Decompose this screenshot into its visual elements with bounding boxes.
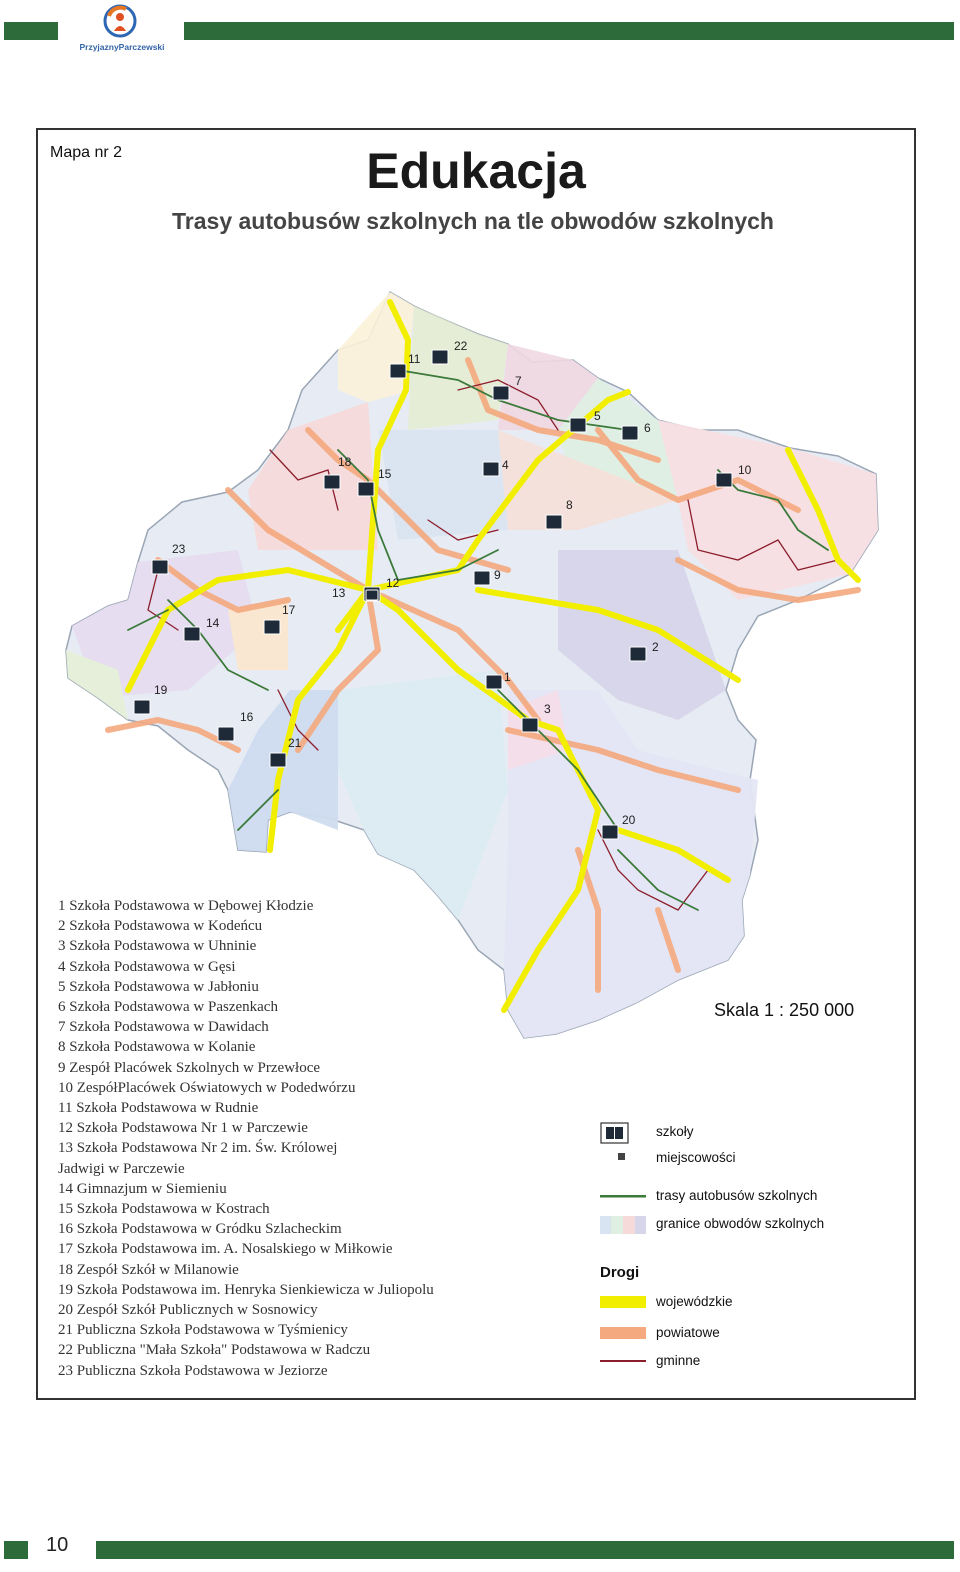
school-icon bbox=[546, 515, 562, 529]
municipal-road-line-icon bbox=[600, 1359, 646, 1363]
header-band-right bbox=[184, 22, 954, 40]
school-number-2: 2 bbox=[652, 640, 659, 654]
legend-localities bbox=[598, 1148, 898, 1168]
legend-school-districts bbox=[598, 1214, 898, 1234]
map-number-label: Mapa nr 2 bbox=[50, 144, 123, 161]
school-list-item: 19 Szkoła Podstawowa im. Henryka Sienkiewicza w Juliopolu bbox=[58, 1281, 434, 1298]
school-icon bbox=[602, 825, 618, 839]
school-icon bbox=[716, 473, 732, 487]
school-list-item: 21 Publiczna Szkoła Podstawowa w Tyśmienicy bbox=[58, 1322, 348, 1339]
school-list-item: Jadwigi w Parczewie bbox=[58, 1160, 185, 1177]
school-number-5: 5 bbox=[594, 409, 601, 423]
school-icon bbox=[390, 364, 406, 378]
footer-band-right bbox=[96, 1541, 954, 1559]
school-list-item: 9 Zespół Placówek Szkolnych w Przewłoce bbox=[58, 1059, 321, 1076]
school-list-item: 17 Szkoła Podstawowa im. A. Nosalskiego w Miłkowie bbox=[58, 1241, 393, 1258]
school-list-item: 3 Szkoła Podstawowa w Uhninie bbox=[58, 938, 257, 955]
school-number-17: 17 bbox=[282, 603, 296, 617]
school-icon bbox=[324, 475, 340, 489]
school-number-8: 8 bbox=[566, 498, 573, 512]
school-list-item: 10 ZespółPlacówek Oświatowych w Podedwórzu bbox=[58, 1079, 356, 1096]
school-icon bbox=[366, 590, 378, 600]
school-list-item: 11 Szkoła Podstawowa w Rudnie bbox=[58, 1100, 259, 1117]
legend-school-districts-label: granice obwodów szkolnych bbox=[656, 1216, 825, 1231]
bus-route-line-icon bbox=[600, 1194, 646, 1198]
school-number-14: 14 bbox=[206, 616, 220, 630]
school-icon bbox=[152, 560, 168, 574]
school-icon bbox=[264, 620, 280, 634]
school-list-item: 18 Zespół Szkół w Milanowie bbox=[58, 1261, 239, 1278]
school-icon bbox=[184, 627, 200, 641]
logo-emblem-icon bbox=[76, 4, 168, 42]
school-list bbox=[58, 896, 528, 1381]
school-number-16: 16 bbox=[240, 710, 254, 724]
page-number: 10 bbox=[46, 1534, 69, 1556]
legend-schools bbox=[598, 1122, 898, 1142]
school-icon bbox=[432, 350, 448, 364]
school-list-item: 5 Szkoła Podstawowa w Jabłoniu bbox=[58, 978, 259, 995]
header-band-left bbox=[4, 22, 58, 40]
school-icon bbox=[493, 386, 509, 400]
school-number-21: 21 bbox=[288, 736, 302, 750]
legend-municipal-label: gminne bbox=[656, 1353, 701, 1368]
school-number-1: 1 bbox=[504, 670, 511, 684]
district-patch bbox=[338, 292, 414, 402]
school-number-9: 9 bbox=[494, 568, 501, 582]
school-icon bbox=[486, 675, 502, 689]
school-list-item: 13 Szkoła Podstawowa Nr 2 im. Św. Królowej bbox=[58, 1140, 338, 1157]
school-number-7: 7 bbox=[515, 374, 522, 388]
school-number-6: 6 bbox=[644, 421, 651, 435]
school-list-item: 23 Publiczna Szkoła Podstawowa w Jeziorze bbox=[58, 1362, 328, 1379]
school-list-item: 2 Szkoła Podstawowa w Kodeńcu bbox=[58, 918, 263, 935]
legend-voivodeship-label: wojewódzkie bbox=[656, 1294, 733, 1309]
map-subtitle: Trasy autobusów szkolnych na tle obwodów szkolnych bbox=[172, 208, 774, 234]
logo-text: PrzyjaznyParczewski bbox=[79, 42, 165, 52]
legend-bus-routes-label: trasy autobusów szkolnych bbox=[656, 1188, 818, 1203]
school-icon bbox=[474, 571, 490, 585]
school-icon bbox=[270, 753, 286, 767]
school-icon bbox=[622, 426, 638, 440]
school-list-item: 4 Szkoła Podstawowa w Gęsi bbox=[58, 958, 236, 975]
school-number-15: 15 bbox=[378, 467, 392, 481]
przyjazny-parczewski-logo bbox=[76, 4, 168, 54]
map-title: Edukacja bbox=[366, 143, 586, 199]
voivodeship-road-line-icon bbox=[600, 1296, 646, 1308]
school-number-18: 18 bbox=[338, 455, 352, 469]
school-icon bbox=[358, 482, 374, 496]
legend-municipal-roads bbox=[598, 1351, 898, 1371]
legend-county-roads bbox=[598, 1323, 898, 1343]
school-list-item: 8 Szkoła Podstawowa w Kolanie bbox=[58, 1039, 256, 1056]
map-legend bbox=[598, 1120, 898, 1370]
school-number-19: 19 bbox=[154, 683, 168, 697]
school-number-23: 23 bbox=[172, 542, 186, 556]
map-frame bbox=[36, 128, 916, 1400]
school-list-item: 20 Zespół Szkół Publicznych w Sosnowicy bbox=[58, 1302, 318, 1319]
school-number-11: 11 bbox=[408, 352, 421, 366]
footer-band-left bbox=[4, 1541, 28, 1559]
school-list-item: 15 Szkoła Podstawowa w Kostrach bbox=[58, 1201, 270, 1218]
school-number-22: 22 bbox=[454, 339, 468, 353]
school-number-20: 20 bbox=[622, 813, 636, 827]
school-number-4: 4 bbox=[502, 458, 509, 472]
legend-bus-routes bbox=[598, 1186, 898, 1206]
school-icon bbox=[483, 462, 499, 476]
school-number-12: 12 bbox=[386, 576, 400, 590]
locality-square-icon bbox=[618, 1153, 626, 1161]
legend-localities-label: miejscowości bbox=[656, 1150, 736, 1165]
school-icon bbox=[134, 700, 150, 714]
legend-voivodeship-roads bbox=[598, 1292, 898, 1312]
map-scale: Skala 1 : 250 000 bbox=[714, 1000, 855, 1020]
legend-roads-heading: Drogi bbox=[600, 1264, 640, 1281]
school-number-10: 10 bbox=[738, 463, 752, 477]
school-list-item: 22 Publiczna "Mała Szkoła" Podstawowa w Radczu bbox=[58, 1342, 371, 1359]
school-icon bbox=[630, 647, 646, 661]
school-icon bbox=[570, 418, 586, 432]
legend-schools-label: szkoły bbox=[656, 1124, 694, 1139]
school-list-item: 16 Szkoła Podstawowa w Gródku Szlacheckim bbox=[58, 1221, 342, 1238]
district-swatches-icon bbox=[600, 1216, 646, 1234]
school-list-item: 14 Gimnazjum w Siemieniu bbox=[58, 1180, 227, 1197]
school-number-3: 3 bbox=[544, 702, 551, 716]
school-icon bbox=[522, 718, 538, 732]
county-road-line-icon bbox=[600, 1327, 646, 1339]
school-number-13: 13 bbox=[332, 586, 346, 600]
school-list-item: 7 Szkoła Podstawowa w Dawidach bbox=[58, 1019, 269, 1036]
legend-county-label: powiatowe bbox=[656, 1325, 720, 1340]
school-list-item: 6 Szkoła Podstawowa w Paszenkach bbox=[58, 999, 278, 1016]
school-icon bbox=[218, 727, 234, 741]
school-book-icon bbox=[600, 1122, 630, 1144]
school-list-item: 12 Szkoła Podstawowa Nr 1 w Parczewie bbox=[58, 1120, 308, 1137]
school-list-item: 1 Szkoła Podstawowa w Dębowej Kłodzie bbox=[58, 898, 314, 914]
